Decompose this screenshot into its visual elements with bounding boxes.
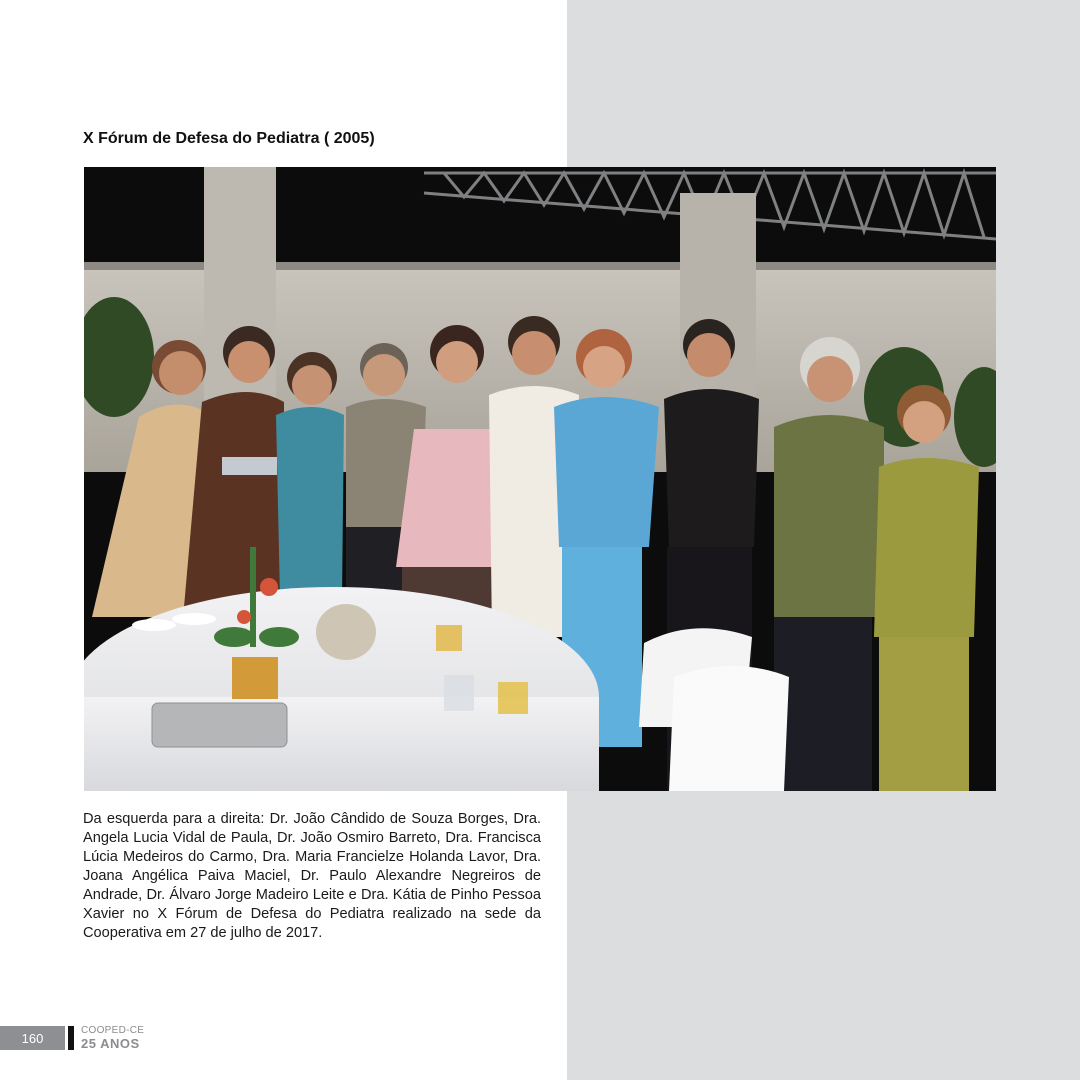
- group-photo: [84, 167, 996, 791]
- page-number: 160: [0, 1026, 65, 1050]
- footer-divider: [68, 1026, 74, 1050]
- photo-caption: Da esquerda para a direita: Dr. João Cândido de Souza Borges, Dra. Angela Lucia Vidal de Paula, Dr. João Osmiro Barreto, Dra. Francisca Lúcia Medeiros do Carmo, Dra. Maria Francielze Holanda Lavor, Dra. Joana Angélica Paiva Maciel, Dr. Paulo Alexandre Negreiros de Andrade, Dr. Álvaro Jorge Madeiro Leite e Dra. Kátia de Pinho Pessoa Xavier no X Fórum de Defesa do Pediatra realizado na sede da Cooperativa em 27 de julho de 2017.: [83, 811, 541, 941]
- footer-years: 25 ANOS: [81, 1036, 140, 1051]
- page-heading: X Fórum de Defesa do Pediatra ( 2005): [83, 130, 375, 147]
- footer-brand: COOPED-CE: [81, 1025, 145, 1036]
